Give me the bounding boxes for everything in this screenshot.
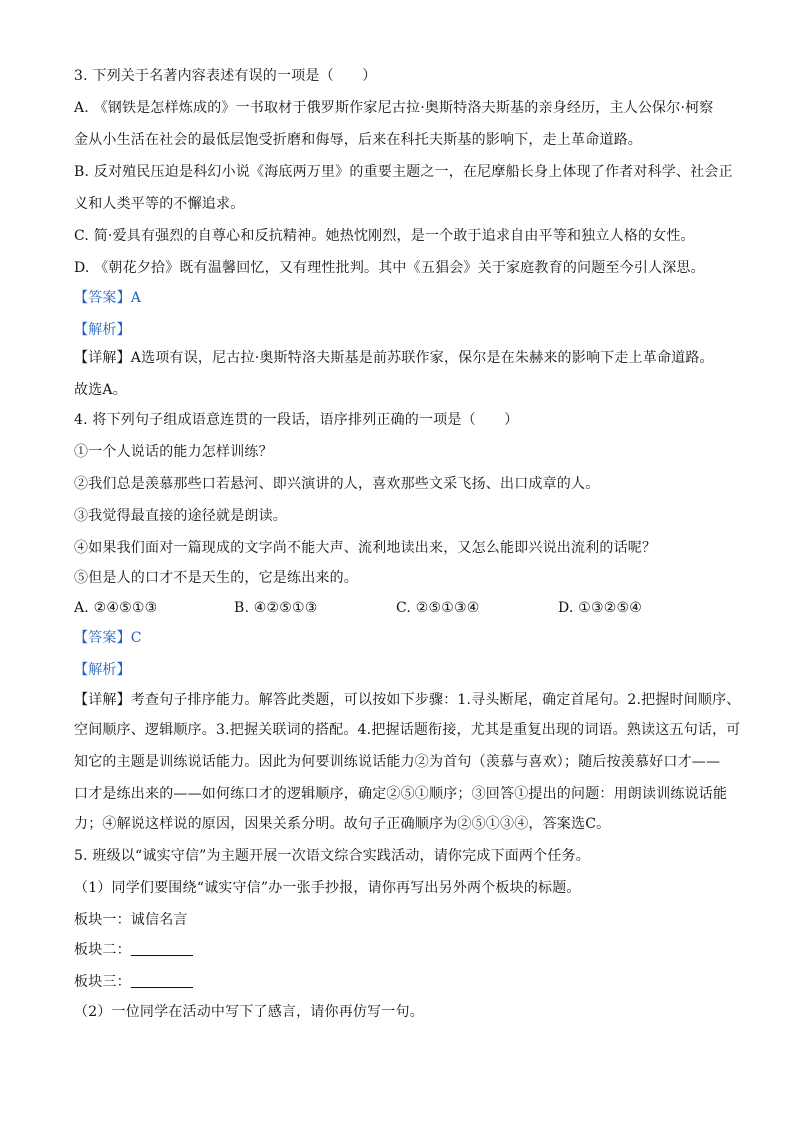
q3-option-a-line2: 金从小生活在社会的最低层饱受折磨和侮辱，后来在科托夫斯基的影响下，走上革命道路。 — [74, 132, 642, 148]
q4-sentence-5: ⑤但是人的口才不是天生的，它是练出来的。 — [74, 570, 358, 586]
q4-sentence-4: ④如果我们面对一篇现成的文字尚不能大声、流利地读出来，又怎么能即兴说出流利的话呢？ — [74, 540, 657, 556]
q5-block2: 板块二： — [74, 942, 131, 958]
q4-sentence-2: ②我们总是羡慕那些口若悬河、即兴演讲的人，喜欢那些文采飞扬、出口成章的人。 — [74, 476, 600, 492]
q4-detail-line2: 空间顺序、逻辑顺序。3.把握关联词的搭配。4.把握话题衔接，尤其是重复出现的词语。熟读这五句话，可 — [74, 722, 741, 738]
q3-option-a-line1: A. 《钢铁是怎样炼成的》一书取材于俄罗斯作家尼古拉·奥斯特洛夫斯基的亲身经历，主人公保尔·柯察 — [74, 100, 714, 116]
q3-detail-line2: 故选A。 — [74, 382, 127, 398]
q4-detail-line1: 【详解】考查句子排序能力。解答此类题，可以按如下步骤：1.寻头断尾，确定首尾句。2.把握时间顺序、 — [74, 692, 741, 708]
q3-option-b-line2: 义和人类平等的不懈追求。 — [74, 196, 245, 212]
q4-answer: 【答案】C — [74, 630, 142, 646]
q3-option-b-line1: B. 反对殖民压迫是科幻小说《海底两万里》的重要主题之一，在尼摩船长身上体现了作者对科学、社会正 — [74, 164, 733, 180]
q4-option-d: D. ①③②⑤④ — [558, 600, 642, 616]
q5-sub2: （2）一位同学在活动中写下了感言，请你再仿写一句。 — [74, 1004, 424, 1020]
q4-analysis-label: 【解析】 — [74, 662, 131, 678]
q5-block2-row — [74, 940, 726, 960]
q5-block1: 板块一：诚信名言 — [74, 912, 188, 928]
q3-analysis-label: 【解析】 — [74, 322, 131, 338]
q5-block3-blank[interactable] — [131, 973, 193, 988]
q4-detail-line3: 知它的主题是训练说话能力。因此为何要训练说话能力②为首句（羡慕与喜欢）；随后按羡慕好口才—— — [74, 754, 721, 770]
q4-option-a: A. ②④⑤①③ — [74, 600, 158, 616]
q4-detail-line4: 口才是练出来的——如何练口才的逻辑顺序，确定②⑤①顺序；③回答①提出的问题：用朗读训练说话能 — [74, 786, 728, 802]
q4-sentence-1: ①一个人说话的能力怎样训练？ — [74, 444, 273, 460]
q4-sentence-3: ③我觉得最直接的途径就是朗读。 — [74, 508, 287, 524]
q3-detail-line1: 【详解】A选项有误，尼古拉·奥斯特洛夫斯基是前苏联作家，保尔是在朱赫来的影响下走上革命道路。 — [74, 350, 714, 366]
q4-option-b: B. ④②⑤①③ — [234, 600, 318, 616]
q4-stem: 4. 将下列句子组成语意连贯的一段话，语序排列正确的一项是（ ） — [74, 412, 519, 428]
q3-stem: 3. 下列关于名著内容表述有误的一项是（ ） — [74, 68, 377, 84]
q3-option-c: C. 简·爱具有强烈的自尊心和反抗精神。她热忱刚烈，是一个敢于追求自由平等和独立人格的女性。 — [74, 228, 695, 244]
q3-option-d: D. 《朝花夕拾》既有温馨回忆，又有理性批判。其中《五猖会》关于家庭教育的问题至今引人深思。 — [74, 260, 705, 276]
q4-detail-line5: 力；④解说这样说的原因，因果关系分明。故句子正确顺序为②⑤①③④，答案选C。 — [74, 816, 611, 832]
q5-block3-row — [74, 972, 726, 992]
q4-option-c: C. ②⑤①③④ — [396, 600, 480, 616]
q5-sub1: （1）同学们要围绕“诚实守信”办一张手抄报，请你再写出另外两个板块的标题。 — [74, 880, 581, 896]
q3-answer: 【答案】A — [74, 290, 142, 306]
q5-stem: 5. 班级以“诚实守信”为主题开展一次语文综合实践活动，请你完成下面两个任务。 — [74, 848, 590, 864]
q5-block2-blank[interactable] — [131, 941, 193, 956]
q5-block3: 板块三： — [74, 974, 131, 990]
